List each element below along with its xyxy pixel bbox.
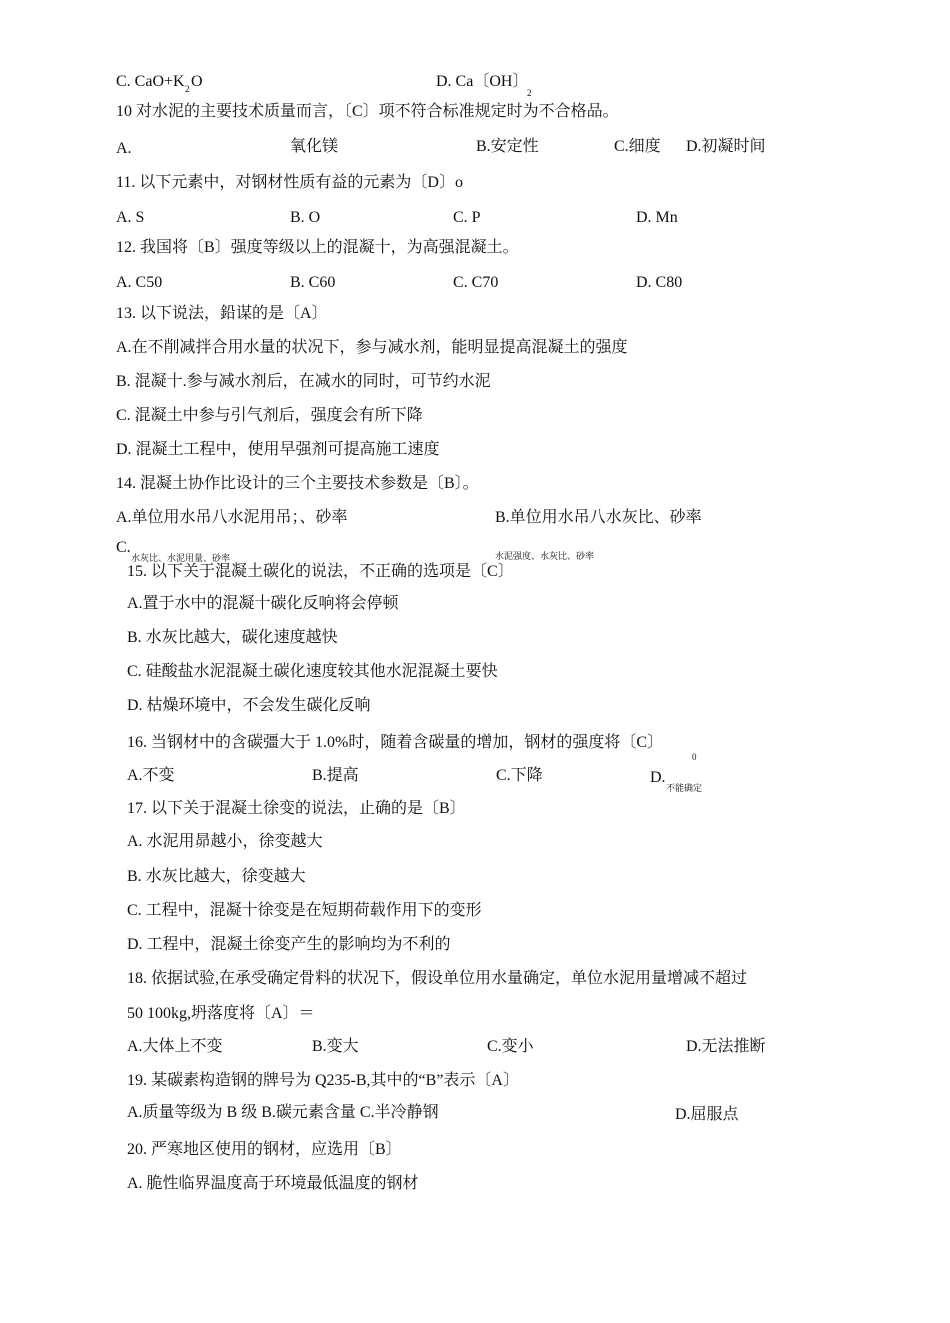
text-line-q19: 19. 某碳素构造钢的牌号为 Q235-B,其中的“B”表示〔A〕 (127, 1072, 519, 1089)
text-line-q13b: B. 混凝十.参与减水剂后，在减水的同时，可节约水泥 (116, 373, 491, 390)
text-line-q14: 14. 混凝土协作比设计的三个主要技术参数是〔B〕。 (116, 475, 479, 492)
text-line-q15b: B. 水灰比越大，碳化速度越快 (127, 629, 338, 646)
text-line-q16b: B.提高 (312, 767, 359, 784)
text-line-q10d: D.初凝时间 (686, 138, 766, 155)
text-line-l0a: C. CaO+K (116, 73, 185, 90)
text-line-q17a: A. 水泥用昴越小，徐变越大 (127, 833, 323, 850)
text-line-q15d: D. 枯燥环境中，不会发生碳化反响 (127, 697, 371, 714)
text-line-q12c: C. C70 (453, 274, 499, 291)
text-line-q19d: D.屈服点 (675, 1106, 739, 1123)
text-line-q11d: D. Mn (636, 209, 678, 226)
text-line-q18b: 50 100kg,坍落度将〔A〕＝ (127, 1005, 315, 1022)
text-line-l0a_sub: 2 (185, 84, 190, 94)
text-line-q17b: B. 水灰比越大，徐变越大 (127, 868, 306, 885)
text-line-q16d2: 不能确定 (666, 783, 703, 793)
text-line-q16sub: 0 (692, 752, 697, 762)
text-line-q12: 12. 我国将〔B〕强度等级以上的混凝十，为高强混凝土。 (116, 239, 519, 256)
text-line-q10: 10 对水泥的主要技术质量而言，〔C〕项不符合标准规定时为不合格品。 (116, 103, 619, 120)
text-line-q15a: A.置于水中的混凝十碳化反响将会停顿 (127, 595, 399, 612)
text-line-q12b: B. C60 (290, 274, 336, 291)
text-line-q14c: C. (116, 539, 131, 556)
text-line-q11a: A. S (116, 209, 145, 226)
text-line-q10b: B.安定性 (476, 138, 539, 155)
text-line-q13: 13. 以下说法，鉛谋的是〔A〕 (116, 305, 328, 322)
text-line-q16a: A.不变 (127, 767, 175, 784)
text-line-q18: 18. 依据试验,在承受确定骨料的状况下，假设单位用水量确定，单位水泥用量增减不超过 (127, 970, 748, 987)
text-line-q11b: B. O (290, 209, 321, 226)
text-line-q18cc: C.变小 (487, 1038, 534, 1055)
text-line-q10a2: 氧化镁 (290, 138, 339, 155)
text-line-q17c: C. 工程中，混凝十徐变是在短期荷载作用下的变形 (127, 902, 482, 919)
text-line-l0a2: O (191, 73, 203, 90)
text-line-q12a: A. C50 (116, 274, 163, 291)
text-line-q15: 15. 以下关于混凝土碳化的说法，不正确的选项是〔C〕 (127, 563, 514, 580)
text-line-q12d: D. C80 (636, 274, 683, 291)
text-line-q10c: C.细度 (614, 138, 661, 155)
text-line-q20a: A. 脆性临界温度高于环境最低温度的钢材 (127, 1175, 419, 1192)
text-line-q14a: A.单位用水吊八水泥用吊；、砂率 (116, 509, 348, 526)
text-line-q17d: D. 工程中，混凝土徐变产生的影响均为不利的 (127, 936, 451, 953)
text-line-q11c: C. P (453, 209, 481, 226)
text-line-q16d: D. (650, 769, 666, 786)
text-line-q18cd: D.无法推断 (686, 1038, 766, 1055)
text-line-q18cb: B.变大 (312, 1038, 359, 1055)
text-line-q10a: A. (116, 140, 132, 157)
text-line-q11: 11. 以下元素中，对钢材性质有益的元素为〔D〕o (116, 174, 463, 191)
text-line-q19a: A.质量等级为 B 级 B.碳元素含量 C.半冷静钢 (127, 1104, 439, 1121)
text-line-q13c: C. 混凝土中参与引气剂后，强度会有所下降 (116, 407, 423, 424)
text-line-q17: 17. 以下关于混凝土徐变的说法，止确的是〔B〕 (127, 800, 466, 817)
text-line-q16: 16. 当钢材中的含碳彊大于 1.0%时，随着含碳量的增加，钢材的强度将〔C〕 (127, 734, 664, 751)
text-line-q14c2: 水灰比、水泥用量、砂率 (131, 553, 231, 563)
text-line-q16c: C.下降 (496, 767, 543, 784)
text-line-q15c: C. 硅酸盐水泥混凝土碳化速度较其他水泥混凝土要快 (127, 663, 498, 680)
text-line-l0b: D. Ca〔OH〕 (436, 73, 529, 90)
text-line-q14b: B.单位用水吊八水灰比、砂率 (495, 509, 702, 526)
text-line-q13a: A.在不削减拌合用水量的状况下，参与减水剂，能明显提高混凝土的强度 (116, 339, 628, 356)
text-line-l0b_sub: 2 (527, 88, 532, 98)
text-line-q18ca: A.大体上不变 (127, 1038, 223, 1055)
text-line-q13d: D. 混凝土工程中，使用早强剂可提高施工速度 (116, 441, 440, 458)
text-line-q20: 20. 严寒地区使用的钢材，应选用〔B〕 (127, 1141, 402, 1158)
text-line-q14d: 水泥强度、水灰比、砂率 (495, 551, 595, 561)
